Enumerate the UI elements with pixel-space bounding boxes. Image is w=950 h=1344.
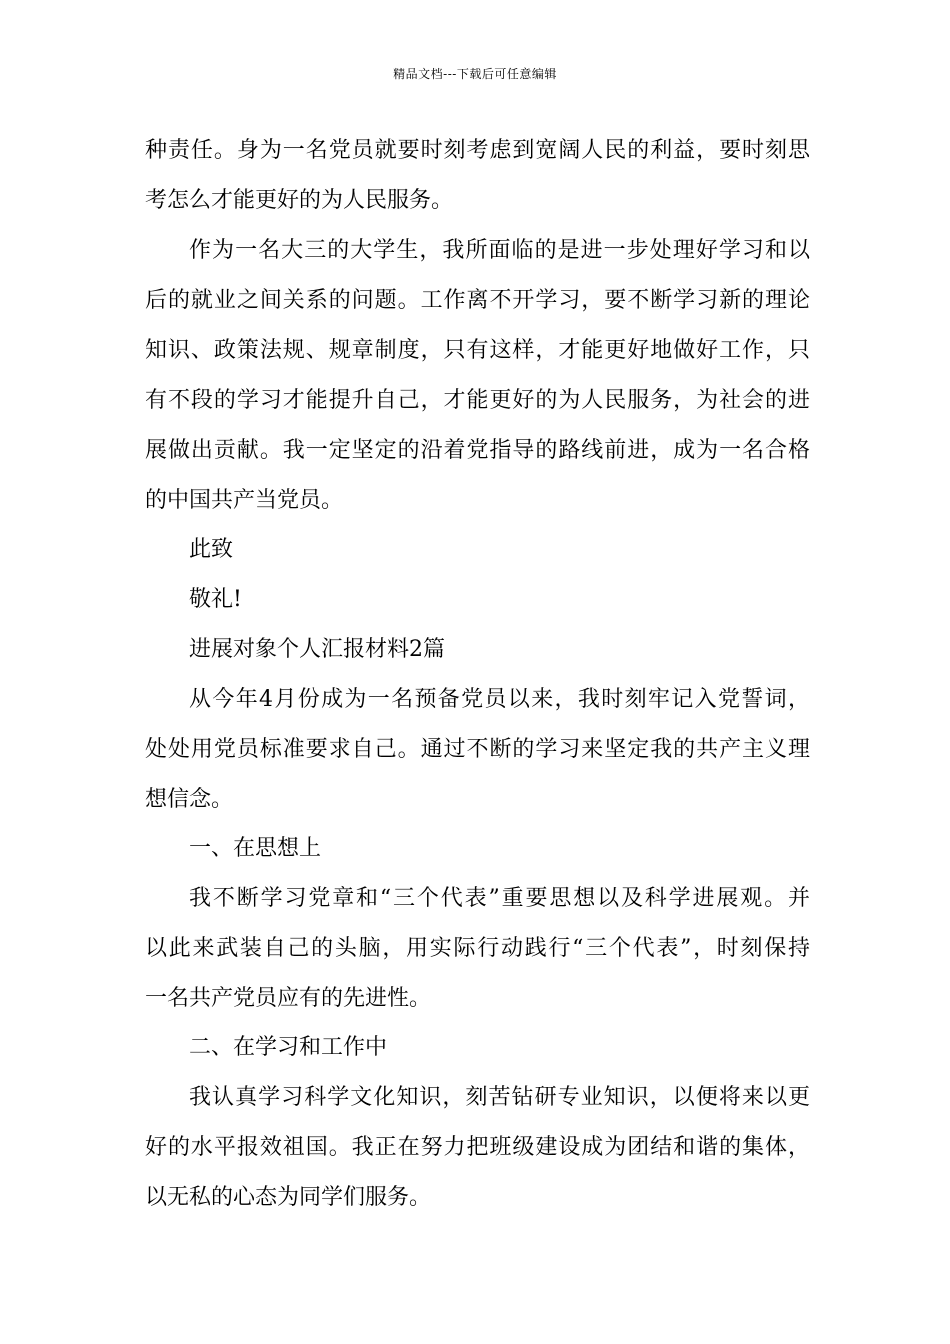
body-line: 以此来武装自己的头脑，用实际行动践行“三个代表”，时刻保持 <box>145 936 810 961</box>
body-line: 我认真学习科学文化知识，刻苦钻研专业知识，以便将来以更 <box>189 1085 810 1110</box>
body-line: 一名共产党员应有的先进性。 <box>145 986 432 1011</box>
closing-regards: 敬礼! <box>189 587 242 612</box>
body-line: 的中国共产当党员。 <box>145 488 344 513</box>
page-header: 精品文档---下载后可任意编辑 <box>393 67 557 81</box>
body-line: 知识、政策法规、规章制度，只有这样，才能更好地做好工作，只 <box>145 338 810 363</box>
section-title: 进展对象个人汇报材料2篇 <box>189 637 445 662</box>
body-line: 我不断学习党章和“三个代表”重要思想以及科学进展观。并 <box>189 886 810 911</box>
body-line: 种责任。身为一名党员就要时刻考虑到宽阔人民的利益，要时刻思 <box>145 138 810 163</box>
body-line: 展做出贡献。我一定坚定的沿着党指导的路线前进，成为一名合格 <box>145 438 810 463</box>
body-line: 处处用党员标准要求自己。通过不断的学习来坚定我的共产主义理 <box>145 737 810 762</box>
body-line: 有不段的学习才能提升自己，才能更好的为人民服务，为社会的进 <box>145 388 810 413</box>
subheading: 一、在思想上 <box>189 836 322 861</box>
body-line: 后的就业之间关系的问题。工作离不开学习，要不断学习新的理论 <box>145 288 810 313</box>
body-line: 从今年4月份成为一名预备党员以来，我时刻牢记入党誓词， <box>189 687 810 712</box>
subheading: 二、在学习和工作中 <box>189 1035 388 1060</box>
closing-salutation: 此致 <box>189 537 234 562</box>
body-line: 以无私的心态为同学们服务。 <box>145 1185 432 1210</box>
body-line: 考怎么才能更好的为人民服务。 <box>145 188 454 213</box>
body-line: 好的水平报效祖国。我正在努力把班级建设成为团结和谐的集体， <box>145 1135 810 1160</box>
body-line: 作为一名大三的大学生，我所面临的是进一步处理好学习和以 <box>189 238 810 263</box>
body-line: 想信念。 <box>145 787 234 812</box>
